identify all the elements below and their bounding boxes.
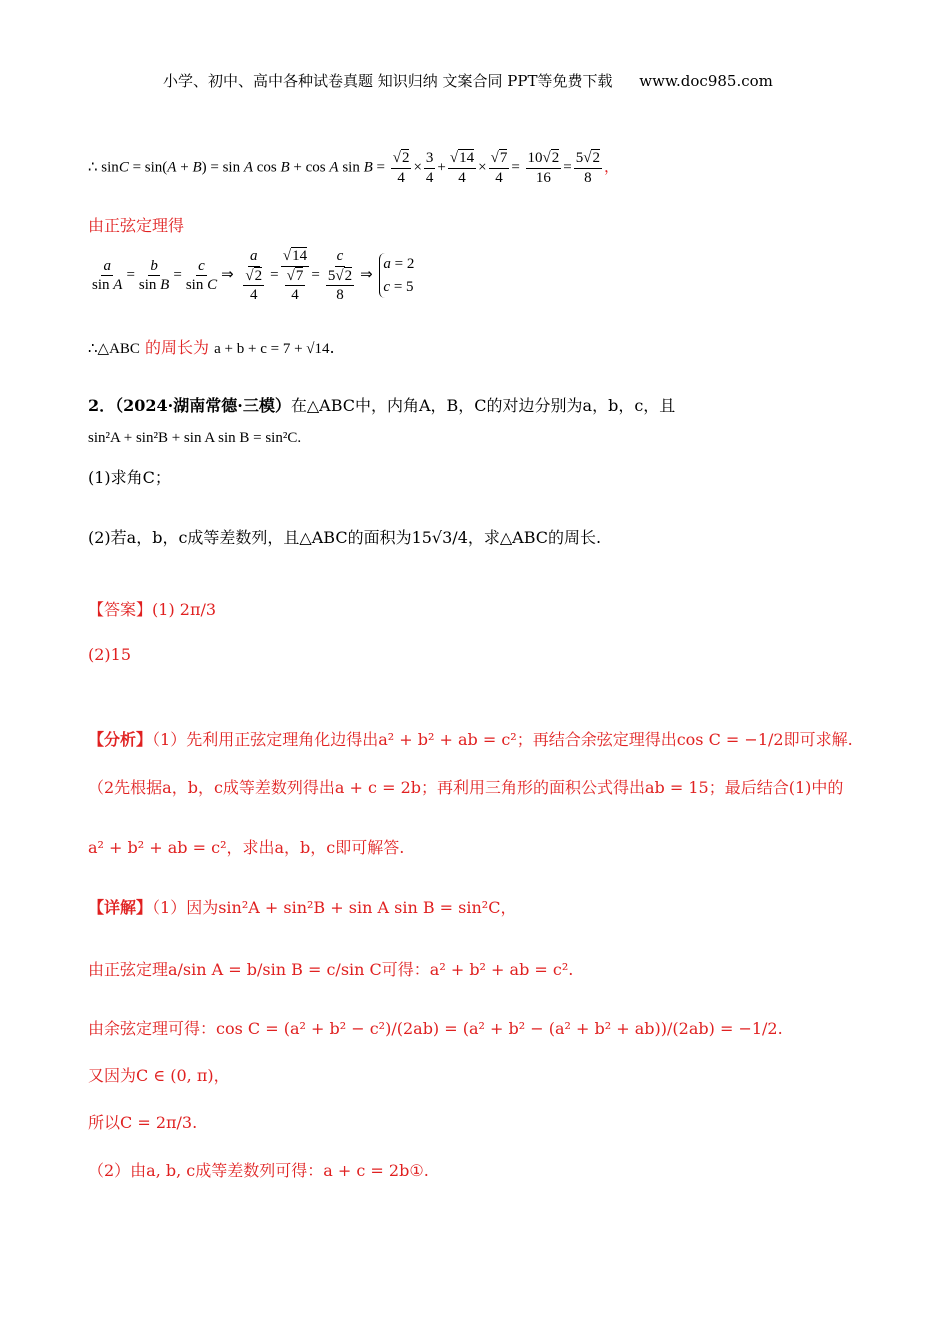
detail-line4: 又因为C ∈ (0, π)，	[88, 1066, 230, 1085]
sol1-line4-math: a + b + c = 7 + √14	[214, 341, 330, 357]
detail-line3: 由余弦定理可得：cos C = (a² + b² − c²)/(2ab) = (a² + b² − (a² + b² + ab))/(2ab) = −1/2.	[88, 1019, 783, 1038]
detail-line1	[88, 895, 516, 918]
problem2-number: 2．	[88, 396, 116, 415]
answer-line1	[88, 597, 216, 620]
page-header	[163, 70, 773, 91]
problem2-q1: (1)求角C；	[88, 468, 171, 487]
answer-part1: (1) 2π/3	[152, 600, 217, 619]
header-text: 小学、初中、高中各种试卷真题 知识归纳 文案合同 PPT等免费下载	[163, 72, 613, 90]
header-url: www.doc985.com	[639, 72, 773, 90]
sol1-line1: ∴ sinC = sin(A + B) = sin A cos B + cos A sin B = $\frac{√2}{4}$ × $\frac{3}{4}$ + $\frac{√14}{4}$ × $\frac{√7}{4}$ = $\frac{10√2}{16}$ = $\frac{5√2}{8}$ ，	[88, 150, 619, 186]
answer-part2: (2)15	[88, 645, 132, 664]
problem2-stem: 在△ABC中，内角A，B，C的对边分别为a，b，c，且	[290, 396, 676, 415]
sol1-line3: $\frac{a}{\text{sin A}}$ = $\frac{b}{\text{sin B}}$ = $\frac{c}{\text{sin C}}$ ⇒ $\frac{a}{\frac{√2}{4}}$ = $\frac{√14}{\frac{√7}{4}}$ = $\frac{c}{\frac{5√2}{8}}$ ⇒ a = 2 c = 5	[92, 248, 415, 303]
problem2-q2: (2)若a，b，c成等差数列，且△ABC的面积为15√3/4，求△ABC的周长.	[88, 528, 602, 547]
analysis-label: 【分析】	[88, 730, 153, 749]
problem2-source: （2024·湖南常德·三模）	[115, 396, 291, 415]
analysis-line1	[88, 727, 853, 750]
answer-label: 【答案】	[88, 600, 153, 619]
sol1-line4	[88, 335, 335, 358]
problem2-condition: sin²A + sin²B + sin A sin B = sin²C.	[88, 430, 302, 446]
analysis-line2: （2先根据a，b，c成等差数列得出a + c = 2b；再利用三角形的面积公式得出ab = 15；最后结合(1)中的	[88, 778, 844, 797]
detail-line2: 由正弦定理a/sin A = b/sin B = c/sin C可得：a² + b² + ab = c².	[88, 960, 574, 979]
sol1-line4-pre: ∴△ABC	[88, 341, 140, 357]
sol1-line2: 由正弦定理得	[88, 216, 185, 235]
problem2-heading	[88, 393, 675, 416]
detail-label: 【详解】	[88, 898, 153, 917]
detail-l1: （1）因为sin²A + sin²B + sin A sin B = sin²C，	[152, 898, 517, 917]
sol1-line4-end: .	[329, 338, 335, 357]
detail-line5: 所以C = 2π/3.	[88, 1113, 198, 1132]
detail-line6: （2）由a, b, c成等差数列可得：a + c = 2b①.	[88, 1161, 429, 1180]
sol1-line4-red: 的周长为	[145, 338, 210, 357]
analysis-line3: a² + b² + ab = c²，求出a，b，c即可解答.	[88, 838, 405, 857]
analysis-p1: （1）先利用正弦定理角化边得出a² + b² + ab = c²；再结合余弦定理得出cos C = −1/2即可求解.	[152, 730, 853, 749]
